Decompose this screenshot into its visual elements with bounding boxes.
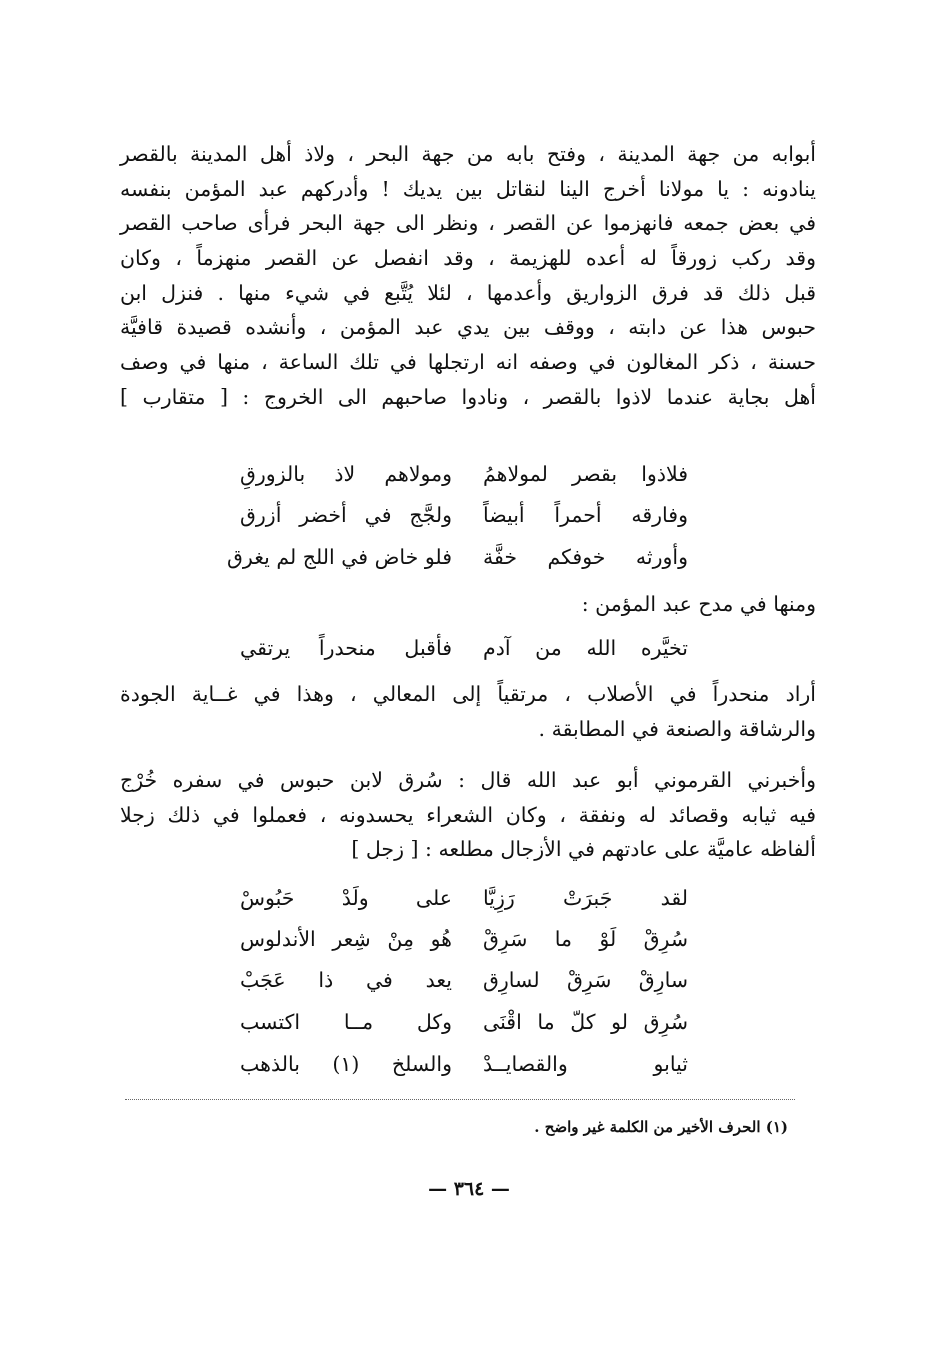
verse-first-hemistich: سُرِق لو كلّ ما اقْنَى: [483, 1010, 688, 1034]
verse-first-hemistich: تخيَّره الله من آدم: [483, 636, 688, 660]
verse-second-hemistich: يعد في ذا عَجَبْ: [240, 968, 452, 992]
verse-second-hemistich: ولجَّج في أخضر أزرق: [240, 503, 452, 527]
text-line: حسنة ، ذكر المغالون في وصفه انه ارتجلها في تلك الساعة ، منها في وصف: [120, 350, 816, 375]
text-line: فيه ثيابه وقصائد له ونفقة ، وكان الشعراء يحسدونه ، فعملوا في ذلك زجلا: [120, 802, 816, 827]
text-line: أراد منحدراً في الأصلاب ، مرتقياً إلى المعالي ، وهذا في غــاية الجودة: [120, 682, 816, 706]
verse-second-hemistich: فلو خاض في اللج لم يغرق: [226, 545, 452, 569]
verse-second-hemistich: هُو مِنْ شِعر الأندلوس: [240, 927, 452, 951]
verse-line: [0, 1052, 938, 1088]
verse-second-hemistich: ومولاهم لاذ بالزورقِ: [240, 462, 452, 486]
text-line: ألفاظه عاميَّة على عادتهم في الأزجال مطلعه : [ زجل ]: [351, 837, 816, 862]
text-line: أبوابه من جهة المدينة ، وفتح بابه من جهة البحر ، ولاذ أهل المدينة بالقصر: [120, 142, 816, 166]
verse-line: [0, 927, 938, 963]
verse-line: [0, 636, 938, 672]
poem-intro: ومنها في مدح عبد المؤمن :: [581, 592, 816, 616]
text-line: أهل بجاية عندما لاذوا بالقصر ، ونادوا صاحبهم الى الخروج : [ متقارب ]: [120, 384, 816, 409]
verse-first-hemistich: لقد جَبرَتْ رَزِيَّا: [483, 886, 688, 910]
verse-line: [0, 462, 938, 498]
verse-first-hemistich: ثيابو والقصايــدْ: [483, 1052, 688, 1076]
verse-first-hemistich: وفارقه أحمراً أبيضاً: [483, 503, 688, 527]
text-line: حبوس هذا عن دابته ، ووقف بين يدي عبد المؤمن ، وأنشده قصيدة قافيَّة: [120, 315, 816, 340]
paragraph-1: [120, 137, 816, 415]
page-number: — ٣٦٤ —: [428, 1178, 510, 1200]
verse-line: [0, 886, 938, 922]
text-line: والرشاقة والصنعة في المطابقة .: [538, 716, 816, 741]
verse-first-hemistich: فلاذوا بقصر لمولاهمُ: [483, 462, 688, 486]
verse-line: [0, 968, 938, 1004]
text-line: ينادونه : يا مولانا أخرج الينا لنقاتل بين يديك ! وأدركهم عبد المؤمن بنفسه: [120, 176, 816, 201]
verse-second-hemistich: وكل مــا اكتسب: [240, 1010, 452, 1034]
verse-second-hemistich: والسلخ (١) بالذهب: [240, 1052, 452, 1076]
verse-second-hemistich: فأقبل منحدراً يرتقي: [240, 636, 452, 660]
text-line: قبل ذلك قد فرق الزواريق وأعدمها ، لئلا يُتَّبع في شيء منها . فنزل ابن: [120, 280, 816, 305]
verse-line: [0, 545, 938, 581]
verse-first-hemistich: سارِقْ سَرِقْ لسارِق: [483, 968, 688, 992]
verse-first-hemistich: وأورثه خوفكم خفَّة: [483, 545, 688, 569]
paragraph-2: [120, 677, 816, 746]
text-line: في بعض جمعه فانهزموا عن القصر ، ونظر الى جهة البحر فرأى صاحب القصر: [120, 211, 816, 236]
footnote: (١) الحرف الأخير من الكلمة غير واضح .: [534, 1118, 788, 1136]
verse-first-hemistich: سُرِقْ لَوْ ما سَرِقْ: [483, 927, 688, 951]
verse-line: [0, 1010, 938, 1046]
text-line: وأخبرني القرموني أبو عبد الله قال : سُرق لابن حبوس في سفره خُرْج: [120, 768, 816, 792]
footnote-separator: [125, 1099, 795, 1100]
verse-second-hemistich: على ولَدْ حَبُوسْ: [240, 886, 452, 910]
verse-line: [0, 503, 938, 539]
text-line: وقد ركب زورقاً له أعده للهزيمة ، وقد انفصل عن القصر منهزماً ، وكان: [120, 246, 816, 271]
paragraph-3: [120, 763, 816, 867]
